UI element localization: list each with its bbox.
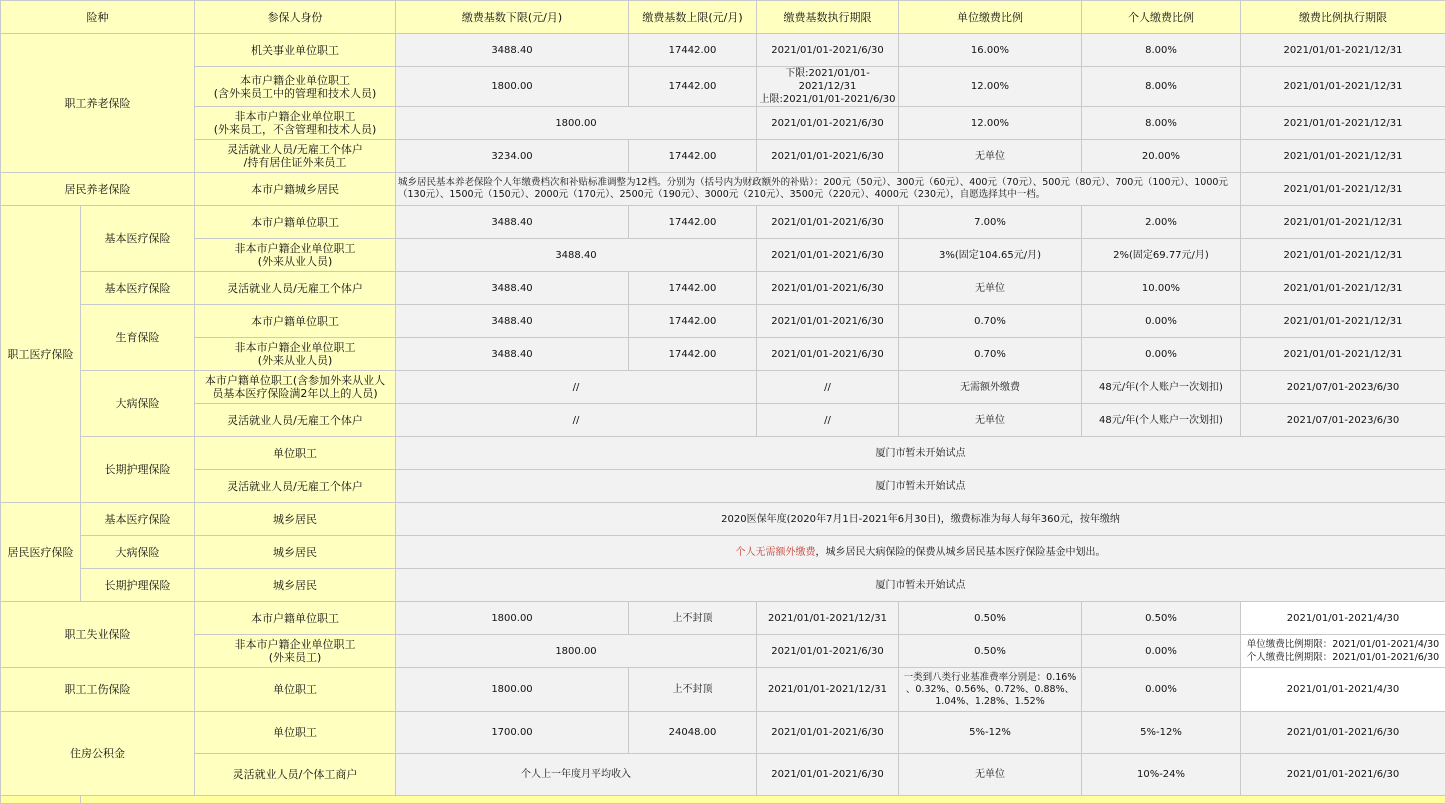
rate-period-cell: 2021/01/01-2021/12/31 xyxy=(1241,140,1445,173)
table-row xyxy=(1,305,1445,338)
personal-rate-cell: 8.00% xyxy=(1082,67,1241,107)
personal-rate-cell: 0.00% xyxy=(1082,305,1241,338)
subcategory-long-term-care: 长期护理保险 xyxy=(81,437,195,503)
personal-rate-cell: 10.00% xyxy=(1082,272,1241,305)
base-lower-cell: 3488.40 xyxy=(396,338,629,371)
table-row xyxy=(1,371,1445,404)
table-row xyxy=(1,173,1445,206)
base-merged-cell: 1800.00 xyxy=(396,635,757,668)
table-row xyxy=(1,668,1445,712)
base-period-cell: 2021/01/01-2021/6/30 xyxy=(757,239,899,272)
rate-period-cell: 2021/01/01-2021/4/30 xyxy=(1241,602,1445,635)
base-upper-cell: 17442.00 xyxy=(629,272,757,305)
identity-cell: 本市户籍城乡居民 xyxy=(195,173,396,206)
rate-period-cell: 2021/07/01-2023/6/30 xyxy=(1241,404,1445,437)
table-row xyxy=(1,503,1445,536)
identity-cell: 单位职工 xyxy=(195,712,396,754)
identity-cell: 非本市户籍企业单位职工 (外来员工) xyxy=(195,635,396,668)
table-row xyxy=(1,272,1445,305)
personal-rate-cell: 0.00% xyxy=(1082,668,1241,712)
unit-rate-cell: 7.00% xyxy=(899,206,1082,239)
category-pension: 职工养老保险 xyxy=(1,34,195,173)
rate-period-cell: 单位缴费比例期限：2021/01/01-2021/4/30 个人缴费比例期限：2021/01/01-2021/6/30 xyxy=(1241,635,1445,668)
header-rate-period: 缴费比例执行期限 xyxy=(1241,1,1445,34)
table-row xyxy=(1,796,1445,804)
identity-cell: 本市户籍单位职工(含参加外来从业人 员基本医疗保险满2年以上的人员) xyxy=(195,371,396,404)
base-upper-cell: 上不封顶 xyxy=(629,668,757,712)
base-period-cell: 2021/01/01-2021/6/30 xyxy=(757,635,899,668)
subcategory-cell: 基本医疗保险 xyxy=(81,503,195,536)
table-row xyxy=(1,107,1445,140)
unit-rate-cell: 无单位 xyxy=(899,272,1082,305)
unit-rate-cell: 12.00% xyxy=(899,67,1082,107)
header-insured-identity: 参保人身份 xyxy=(195,1,396,34)
subcategory-basic-medical: 基本医疗保险 xyxy=(81,206,195,272)
rate-period-cell: 2021/01/01-2021/12/31 xyxy=(1241,67,1445,107)
header-row xyxy=(1,1,1445,34)
table-row xyxy=(1,404,1445,437)
subcategory-critical-illness: 大病保险 xyxy=(81,371,195,437)
base-period-cell: 2021/01/01-2021/6/30 xyxy=(757,34,899,67)
note-cell: 2020医保年度(2020年7月1日-2021年6月30日)，缴费标准为每人每年360元，按年缴纳 xyxy=(396,503,1445,536)
unit-rate-cell: 0.50% xyxy=(899,602,1082,635)
identity-cell: 城乡居民 xyxy=(195,536,396,569)
category-work-injury: 职工工伤保险 xyxy=(1,668,195,712)
unit-rate-cell: 无需额外缴费 xyxy=(899,371,1082,404)
subcategory-maternity: 生育保险 xyxy=(81,305,195,371)
unit-rate-cell: 无单位 xyxy=(899,140,1082,173)
identity-cell: 本市户籍单位职工 xyxy=(195,305,396,338)
identity-cell: 城乡居民 xyxy=(195,503,396,536)
table-row xyxy=(1,239,1445,272)
identity-cell: 机关事业单位职工 xyxy=(195,34,396,67)
personal-rate-cell: 8.00% xyxy=(1082,34,1241,67)
base-lower-cell: 1800.00 xyxy=(396,668,629,712)
base-merged-cell: 个人上一年度月平均收入 xyxy=(396,754,757,796)
base-lower-cell: 1700.00 xyxy=(396,712,629,754)
table-row xyxy=(1,536,1445,569)
base-lower-cell: 3488.40 xyxy=(396,34,629,67)
identity-cell: 本市户籍单位职工 xyxy=(195,206,396,239)
personal-rate-cell: 20.00% xyxy=(1082,140,1241,173)
category-employee-medical: 职工医疗保险 xyxy=(1,206,81,503)
header-insurance-type: 险种 xyxy=(1,1,195,34)
identity-cell: 灵活就业人员/无雇工个体户 xyxy=(195,272,396,305)
personal-rate-cell: 2%(固定69.77元/月) xyxy=(1082,239,1241,272)
note-cell xyxy=(396,536,1445,569)
base-lower-cell: 3488.40 xyxy=(396,272,629,305)
base-upper-cell: 上不封顶 xyxy=(629,602,757,635)
resident-pension-note: 城乡居民基本养老保险个人年缴费档次和补贴标准调整为12档。分别为（括号内为财政额外的补贴）：200元（50元）、300元（60元）、400元（70元）、500元（80元）、700元（100元）、1000元（130元）、1500元（150元）、2000元（170元）、2500元（190元）、3000元（210元）、3500元（220元）、4000元（230元），自愿选择其中一档。 xyxy=(396,173,1241,206)
header-base-period: 缴费基数执行期限 xyxy=(757,1,899,34)
identity-cell: 非本市户籍企业单位职工 (外来从业人员) xyxy=(195,338,396,371)
base-upper-cell: 17442.00 xyxy=(629,67,757,107)
base-lower-cell: 1800.00 xyxy=(396,602,629,635)
header-unit-rate: 单位缴费比例 xyxy=(899,1,1082,34)
base-period-cell: 2021/01/01-2021/6/30 xyxy=(757,305,899,338)
header-base-upper: 缴费基数上限(元/月) xyxy=(629,1,757,34)
rate-period-cell: 2021/01/01-2021/12/31 xyxy=(1241,239,1445,272)
identity-cell: 灵活就业人员/个体工商户 xyxy=(195,754,396,796)
base-period-cell: 2021/01/01-2021/6/30 xyxy=(757,107,899,140)
identity-cell: 单位职工 xyxy=(195,668,396,712)
base-upper-cell: 17442.00 xyxy=(629,338,757,371)
personal-rate-cell: 0.50% xyxy=(1082,602,1241,635)
base-period-cell: 下限:2021/01/01-2021/12/31 上限:2021/01/01-2021/6/30 xyxy=(757,67,899,107)
base-period-cell: 2021/01/01-2021/12/31 xyxy=(757,668,899,712)
unit-rate-cell: 5%-12% xyxy=(899,712,1082,754)
rate-period-cell: 2021/01/01-2021/12/31 xyxy=(1241,338,1445,371)
subcategory-cell: 大病保险 xyxy=(81,536,195,569)
base-period-cell: 2021/01/01-2021/6/30 xyxy=(757,140,899,173)
subcategory-cell: 长期护理保险 xyxy=(81,569,195,602)
note-cell: 厦门市暂未开始试点 xyxy=(396,569,1445,602)
base-period-cell: // xyxy=(757,404,899,437)
personal-rate-cell: 48元/年(个人账户一次划扣) xyxy=(1082,404,1241,437)
red-emphasis-text: 个人无需额外缴费 xyxy=(736,547,816,558)
base-lower-cell: 1800.00 xyxy=(396,67,629,107)
unit-rate-cell: 12.00% xyxy=(899,107,1082,140)
table-row xyxy=(1,206,1445,239)
category-housing-fund: 住房公积金 xyxy=(1,712,195,796)
identity-cell: 本市户籍企业单位职工 (含外来员工中的管理和技术人员) xyxy=(195,67,396,107)
identity-cell: 非本市户籍企业单位职工 (外来从业人员) xyxy=(195,239,396,272)
unit-rate-cell: 3%(固定104.65元/月) xyxy=(899,239,1082,272)
identity-cell: 灵活就业人员/无雇工个体户 /持有居住证外来员工 xyxy=(195,140,396,173)
table-row xyxy=(1,754,1445,796)
rate-period-cell: 2021/01/01-2021/12/31 xyxy=(1241,206,1445,239)
category-unemployment: 职工失业保险 xyxy=(1,602,195,668)
cut-off-cell xyxy=(81,796,1445,804)
base-merged-cell: // xyxy=(396,371,757,404)
table-row xyxy=(1,67,1445,107)
personal-rate-cell: 8.00% xyxy=(1082,107,1241,140)
base-period-cell: 2021/01/01-2021/6/30 xyxy=(757,272,899,305)
category-resident-pension: 居民养老保险 xyxy=(1,173,195,206)
identity-cell: 非本市户籍企业单位职工 (外来员工，不含管理和技术人员) xyxy=(195,107,396,140)
base-period-cell: 2021/01/01-2021/6/30 xyxy=(757,206,899,239)
cut-off-cell xyxy=(1,796,81,804)
rate-period-cell: 2021/07/01-2023/6/30 xyxy=(1241,371,1445,404)
personal-rate-cell: 0.00% xyxy=(1082,635,1241,668)
personal-rate-cell: 0.00% xyxy=(1082,338,1241,371)
identity-cell: 灵活就业人员/无雇工个体户 xyxy=(195,470,396,503)
identity-cell: 本市户籍单位职工 xyxy=(195,602,396,635)
unit-rate-cell: 一类到八类行业基准费率分别是：0.16% 、0.32%、0.56%、0.72%、0.88%、 1.04%、1.28%、1.52% xyxy=(899,668,1082,712)
base-upper-cell: 17442.00 xyxy=(629,34,757,67)
rate-period-cell: 2021/01/01-2021/4/30 xyxy=(1241,668,1445,712)
personal-rate-cell: 2.00% xyxy=(1082,206,1241,239)
identity-cell: 灵活就业人员/无雇工个体户 xyxy=(195,404,396,437)
personal-rate-cell: 10%-24% xyxy=(1082,754,1241,796)
personal-rate-cell: 5%-12% xyxy=(1082,712,1241,754)
base-lower-cell: 3488.40 xyxy=(396,206,629,239)
unit-rate-cell: 16.00% xyxy=(899,34,1082,67)
base-merged-cell: 3488.40 xyxy=(396,239,757,272)
table-row xyxy=(1,470,1445,503)
table-row xyxy=(1,437,1445,470)
personal-rate-cell: 48元/年(个人账户一次划扣) xyxy=(1082,371,1241,404)
table-row xyxy=(1,635,1445,668)
note-text: ，城乡居民大病保险的保费从城乡居民基本医疗保险基金中划出。 xyxy=(816,547,1106,558)
header-base-lower: 缴费基数下限(元/月) xyxy=(396,1,629,34)
note-cell: 厦门市暂未开始试点 xyxy=(396,437,1445,470)
rate-period-cell: 2021/01/01-2021/12/31 xyxy=(1241,305,1445,338)
table-row xyxy=(1,569,1445,602)
base-lower-cell: 3234.00 xyxy=(396,140,629,173)
base-period-cell: 2021/01/01-2021/6/30 xyxy=(757,338,899,371)
header-personal-rate: 个人缴费比例 xyxy=(1082,1,1241,34)
identity-cell: 单位职工 xyxy=(195,437,396,470)
base-upper-cell: 24048.00 xyxy=(629,712,757,754)
base-merged-cell: 1800.00 xyxy=(396,107,757,140)
rate-period-cell: 2021/01/01-2021/12/31 xyxy=(1241,272,1445,305)
base-upper-cell: 17442.00 xyxy=(629,140,757,173)
base-period-cell: 2021/01/01-2021/6/30 xyxy=(757,712,899,754)
base-merged-cell: // xyxy=(396,404,757,437)
rate-period-cell: 2021/01/01-2021/12/31 xyxy=(1241,107,1445,140)
base-upper-cell: 17442.00 xyxy=(629,305,757,338)
base-lower-cell: 3488.40 xyxy=(396,305,629,338)
base-upper-cell: 17442.00 xyxy=(629,206,757,239)
subcategory-basic-medical-flex: 基本医疗保险 xyxy=(81,272,195,305)
table-row xyxy=(1,712,1445,754)
identity-cell: 城乡居民 xyxy=(195,569,396,602)
table-row xyxy=(1,602,1445,635)
table-row xyxy=(1,34,1445,67)
rate-period-cell: 2021/01/01-2021/6/30 xyxy=(1241,712,1445,754)
base-period-cell: 2021/01/01-2021/6/30 xyxy=(757,754,899,796)
unit-rate-cell: 0.70% xyxy=(899,338,1082,371)
rate-period-cell: 2021/01/01-2021/12/31 xyxy=(1241,173,1445,206)
base-period-cell: // xyxy=(757,371,899,404)
category-resident-medical: 居民医疗保险 xyxy=(1,503,81,602)
table-row xyxy=(1,338,1445,371)
rate-period-cell: 2021/01/01-2021/12/31 xyxy=(1241,34,1445,67)
unit-rate-cell: 0.70% xyxy=(899,305,1082,338)
base-period-cell: 2021/01/01-2021/12/31 xyxy=(757,602,899,635)
unit-rate-cell: 0.50% xyxy=(899,635,1082,668)
unit-rate-cell: 无单位 xyxy=(899,404,1082,437)
unit-rate-cell: 无单位 xyxy=(899,754,1082,796)
table-row xyxy=(1,140,1445,173)
rate-period-cell: 2021/01/01-2021/6/30 xyxy=(1241,754,1445,796)
note-cell: 厦门市暂未开始试点 xyxy=(396,470,1445,503)
